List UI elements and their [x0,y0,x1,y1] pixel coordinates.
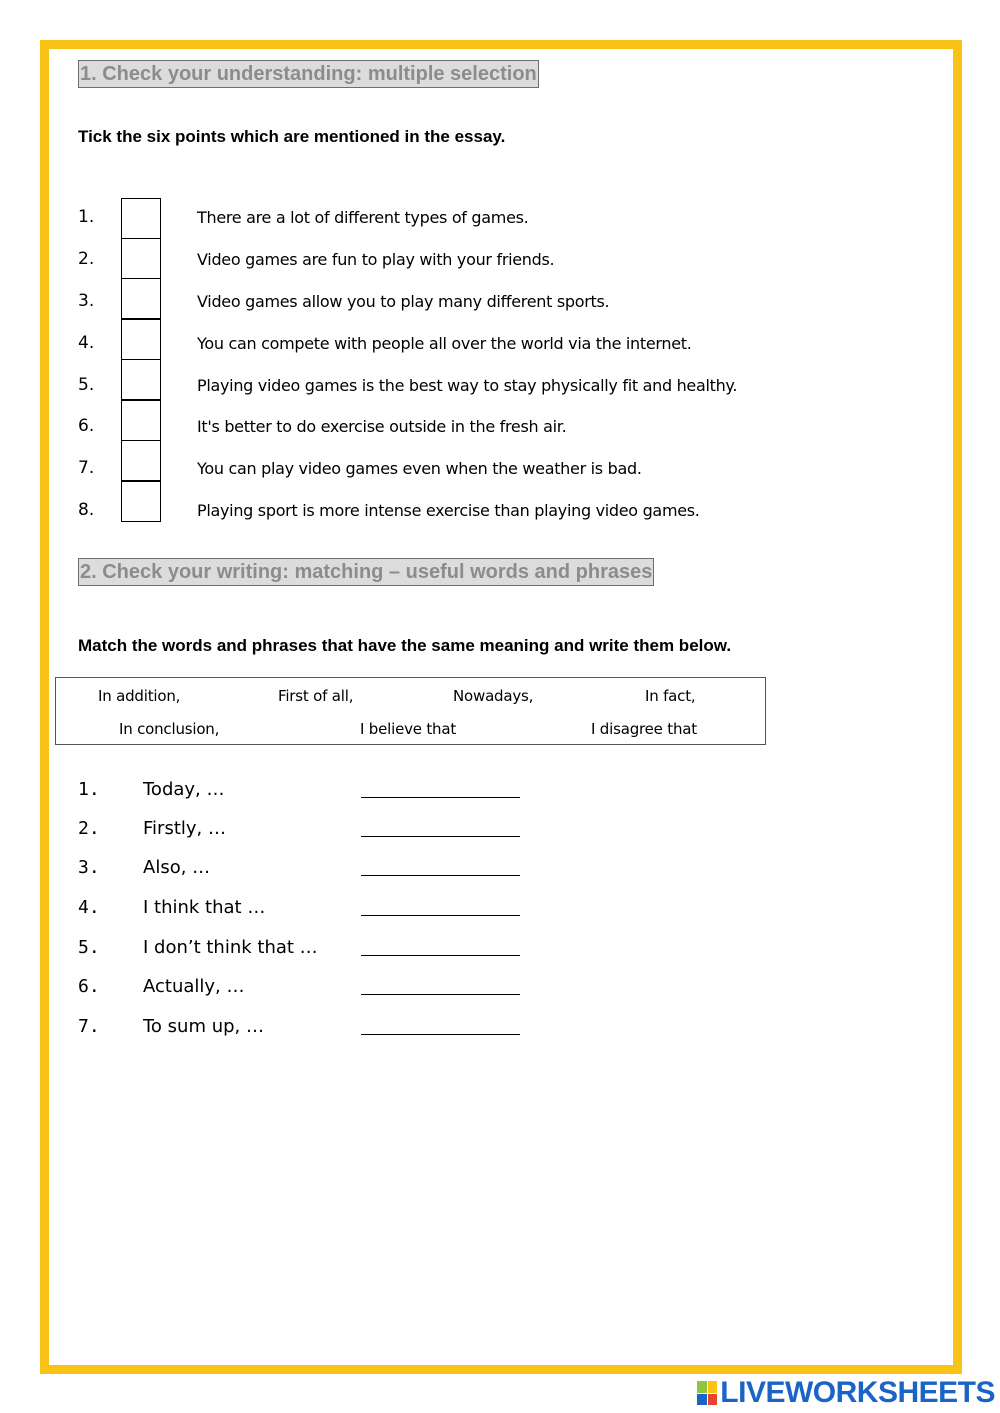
item-text: You can compete with people all over the world via the internet. [197,334,692,353]
item-number: 7. [78,458,95,478]
item-number: 3. [78,291,95,311]
section1-instruction: Tick the six points which are mentioned in the essay. [78,127,506,146]
logo-icon [697,1381,717,1405]
word-bank-item: In addition, [98,687,181,705]
word-bank-item: Nowadays, [453,687,534,705]
tick-box-1[interactable] [121,198,161,239]
item-text: You can play video games even when the weather is bad. [197,459,642,478]
tick-box-8[interactable] [121,481,161,522]
answer-line-2[interactable] [361,815,520,837]
item-text: Playing sport is more intense exercise than playing video games. [197,501,700,520]
tick-box-5[interactable] [121,359,161,400]
item-number: 4. [78,333,95,353]
item-text: Playing video games is the best way to stay physically fit and healthy. [197,376,738,395]
section2-instruction: Match the words and phrases that have the same meaning and write them below. [78,636,732,655]
word-bank-item: First of all, [278,687,354,705]
liveworksheets-logo [697,1376,995,1410]
answer-line-1[interactable] [361,776,520,798]
item-text: Also, … [143,857,211,878]
item-text: I don’t think that … [143,937,318,958]
item-number: 7. [78,1016,100,1037]
section1-title: 1. Check your understanding: multiple selection [78,60,539,88]
item-number: 1. [78,207,95,227]
tick-box-3[interactable] [121,278,161,319]
logo-text: LIVEWORKSHEETS [720,1376,995,1409]
section2-title: 2. Check your writing: matching – useful words and phrases [78,558,654,586]
tick-box-2[interactable] [121,238,161,279]
word-bank-item: In fact, [645,687,696,705]
word-bank [55,677,766,745]
tick-box-6[interactable] [121,400,161,441]
word-bank-item: I disagree that [591,720,697,738]
item-number: 3. [78,857,100,878]
item-number: 8. [78,500,95,520]
item-number: 2. [78,818,100,839]
tick-box-7[interactable] [121,440,161,481]
answer-line-5[interactable] [361,934,520,956]
item-text: Today, … [143,779,225,800]
item-text: It's better to do exercise outside in the fresh air. [197,417,567,436]
word-bank-item: I believe that [360,720,457,738]
item-text: There are a lot of different types of games. [197,208,529,227]
item-number: 4. [78,897,100,918]
item-text: Actually, … [143,976,245,997]
item-text: Video games are fun to play with your friends. [197,250,555,269]
answer-line-6[interactable] [361,973,520,995]
item-number: 6. [78,416,95,436]
answer-line-7[interactable] [361,1013,520,1035]
item-number: 1. [78,779,100,800]
item-text: To sum up, … [143,1016,264,1037]
word-bank-item: In conclusion, [119,720,220,738]
tick-box-4[interactable] [121,319,161,360]
item-number: 2. [78,249,95,269]
item-text: Video games allow you to play many different sports. [197,292,610,311]
item-text: Firstly, … [143,818,226,839]
item-number: 5. [78,937,100,958]
answer-line-4[interactable] [361,894,520,916]
item-text: I think that … [143,897,266,918]
answer-line-3[interactable] [361,854,520,876]
item-number: 5. [78,375,95,395]
item-number: 6. [78,976,100,997]
